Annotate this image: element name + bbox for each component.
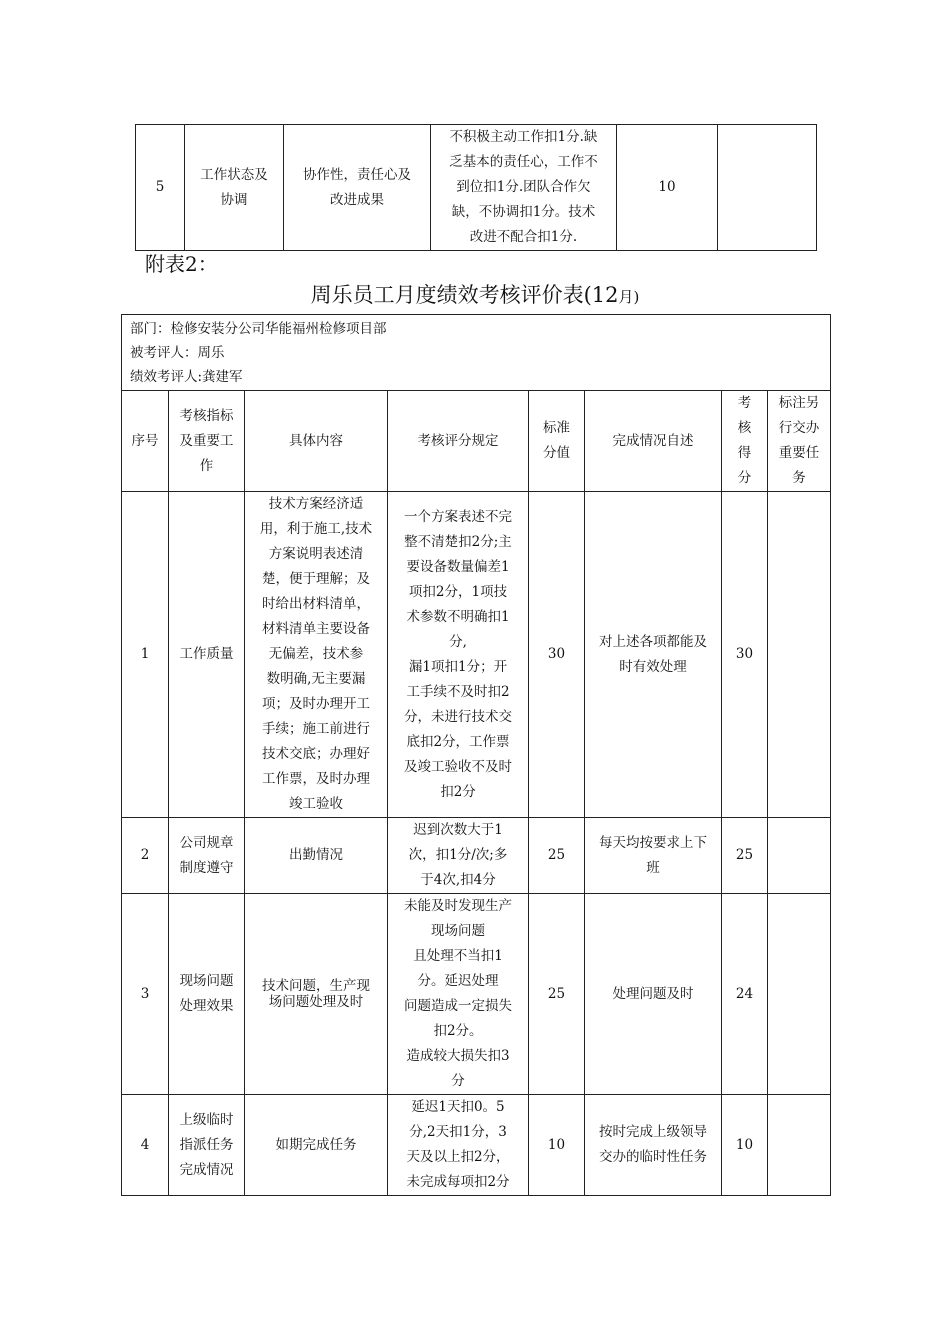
title-month: 月)	[618, 288, 640, 306]
text-line: 每天均按要求上下	[599, 834, 707, 851]
note-cell	[768, 492, 831, 818]
indicator-cell	[169, 1095, 245, 1196]
assessee-line: 被考评人：周乐	[130, 344, 225, 361]
text-line: 用，利于施工,技术	[259, 521, 373, 537]
text-line: 工手续不及时扣2	[406, 683, 510, 700]
text-line: 问题造成一定损失	[404, 998, 512, 1014]
title-main: 周乐员工月度绩效考核评价表(12	[310, 283, 619, 307]
text-line: 且处理不当扣1	[413, 948, 503, 964]
text-line: 未完成每项扣2分	[406, 1174, 510, 1190]
text-line: 分,	[449, 633, 467, 650]
text-line: 制度遵守	[179, 859, 234, 876]
text-line: 考	[737, 395, 752, 411]
assessor-line: 绩效考评人:龚建军	[130, 368, 243, 385]
text-line: 缺，不协调扣1分。技术	[451, 204, 596, 220]
header-row	[122, 391, 831, 492]
text-line: 未能及时发现生产	[404, 898, 512, 914]
text-line: 乏基本的责任心，工作不	[449, 154, 598, 170]
text-line: 不积极主动工作扣1分.缺	[449, 129, 598, 145]
row-number: 4	[122, 1095, 169, 1196]
text-line: 协调	[220, 191, 248, 208]
table-row-5	[136, 125, 817, 251]
note-cell	[768, 894, 831, 1095]
text-line: 于4次,扣4分	[420, 872, 496, 888]
empty-cell	[718, 125, 817, 251]
row-number: 1	[122, 492, 169, 818]
text-line: 数明确,无主要漏	[266, 671, 366, 687]
content-cell	[245, 492, 388, 818]
text-line: 到位扣1分.团队合作欠	[456, 179, 591, 195]
indicator-cell	[169, 894, 245, 1095]
text-line: 如期完成任务	[275, 1136, 357, 1153]
content-cell	[284, 125, 431, 251]
text-line: 分	[451, 1073, 465, 1089]
standard-score: 30	[529, 492, 585, 818]
text-line: 班	[646, 859, 660, 876]
header-rule: 考核评分规定	[388, 391, 529, 492]
self-report-cell	[585, 818, 722, 894]
text-line: 协作性，责任心及	[303, 166, 411, 183]
text-line: 作	[199, 457, 214, 474]
score-cell: 10	[617, 125, 718, 251]
content-cell	[245, 818, 388, 894]
text-line: 延迟1天扣0。5	[411, 1099, 505, 1115]
text-line: 分值	[543, 445, 570, 461]
table-row	[122, 1095, 831, 1196]
text-line: 时给出材料清单，	[262, 596, 370, 612]
text-line: 场问题处理及时	[268, 994, 364, 1010]
text-line: 底扣2分，工作票	[406, 733, 510, 750]
self-report-cell	[585, 492, 722, 818]
text-line: 工作票，及时办理	[262, 771, 370, 787]
text-line: 术参数不明确扣1	[406, 608, 510, 625]
assessed-score: 25	[722, 818, 768, 894]
text-line: 迟到次数大于1	[413, 822, 503, 838]
text-line: 漏1项扣1分；开	[408, 658, 508, 675]
content-cell	[245, 1095, 388, 1196]
row-number: 2	[122, 818, 169, 894]
standard-score: 10	[529, 1095, 585, 1196]
text-line: 分	[737, 470, 752, 486]
text-line: 天及以上扣2分，	[406, 1149, 510, 1165]
text-line: 次，扣1分/次;多	[408, 847, 508, 863]
header-note	[768, 391, 831, 492]
indicator-cell	[185, 125, 284, 251]
text-line: 扣2分。	[433, 1023, 483, 1039]
text-line: 务	[792, 470, 806, 486]
text-line: 无偏差，技术参	[268, 646, 364, 662]
text-line: 处理效果	[179, 998, 234, 1014]
text-line: 造成较大损失扣3	[406, 1048, 510, 1064]
text-line: 指派任务	[179, 1136, 234, 1153]
text-line: 公司规章	[179, 834, 234, 851]
text-line: 改进成果	[330, 191, 384, 208]
header-standard	[529, 391, 585, 492]
row-number: 3	[122, 894, 169, 1095]
text-line: 项；及时办理开工	[262, 696, 370, 712]
text-line: 改进不配合扣1分.	[469, 229, 578, 245]
text-line: 按时完成上级领导	[599, 1124, 707, 1140]
text-line: 标注另	[778, 395, 820, 411]
text-line: 分,2天扣1分，3	[409, 1124, 507, 1140]
assessed-score: 24	[722, 894, 768, 1095]
standard-score: 25	[529, 818, 585, 894]
text-line: 技术交底；办理好	[262, 746, 370, 762]
header-score	[722, 391, 768, 492]
text-line: 扣2分	[440, 783, 476, 800]
text-line: 及重要工	[179, 432, 234, 449]
text-line: 上级临时	[179, 1111, 234, 1128]
note-cell	[768, 818, 831, 894]
rule-cell	[388, 1095, 529, 1196]
department-line: 部门：检修安装分公司华能福州检修项目部	[130, 320, 387, 337]
header-content: 具体内容	[245, 391, 388, 492]
text-line: 处理问题及时	[612, 985, 694, 1002]
rule-cell	[388, 894, 529, 1095]
table-row	[122, 492, 831, 818]
assessed-score: 30	[722, 492, 768, 818]
text-line: 方案说明表述清	[268, 546, 364, 562]
text-line: 现场问题	[179, 973, 234, 989]
previous-table-fragment	[135, 124, 817, 251]
page-title	[0, 280, 950, 312]
assessed-score: 10	[722, 1095, 768, 1196]
rule-cell	[431, 125, 617, 251]
header-no: 序号	[122, 391, 169, 492]
text-line: 项扣2分，1项技	[408, 583, 508, 600]
indicator-cell	[169, 492, 245, 818]
text-line: 得	[737, 445, 752, 461]
appendix-label: 附表2：	[145, 252, 218, 276]
header-self-report: 完成情况自述	[585, 391, 722, 492]
text-line: 一个方案表述不完	[404, 508, 512, 525]
text-line: 分。延迟处理	[417, 973, 499, 989]
text-line: 及竣工验收不及时	[404, 758, 512, 775]
text-line: 整不清楚扣2分;主	[404, 533, 512, 550]
text-line: 工作状态及	[200, 166, 268, 183]
text-line: 技术方案经济适	[268, 496, 364, 512]
rule-cell	[388, 492, 529, 818]
text-line: 交办的临时性任务	[599, 1149, 707, 1165]
text-line: 标准	[543, 420, 570, 436]
text-line: 材料清单主要设备	[262, 621, 370, 637]
text-line: 出勤情况	[289, 847, 343, 863]
rule-cell	[388, 818, 529, 894]
text-line: 楚，便于理解；及	[262, 571, 370, 587]
text-line: 核	[737, 420, 752, 436]
self-report-cell	[585, 1095, 722, 1196]
table-row	[122, 894, 831, 1095]
header-indicator	[169, 391, 245, 492]
note-cell	[768, 1095, 831, 1196]
text-line: 手续；施工前进行	[262, 721, 370, 737]
indicator-cell	[169, 818, 245, 894]
text-line: 行交办	[778, 420, 820, 436]
content-cell	[245, 894, 388, 1095]
text-line: 对上述各项都能及	[599, 633, 707, 650]
text-line: 分，未进行技术交	[404, 708, 512, 725]
text-line: 重要任	[778, 445, 820, 461]
self-report-cell	[585, 894, 722, 1095]
evaluation-table	[121, 314, 831, 1196]
info-row	[122, 315, 831, 391]
text-line: 完成情况	[179, 1161, 234, 1178]
text-line: 竣工验收	[289, 796, 343, 812]
text-line: 技术问题，生产现	[262, 978, 370, 994]
text-line: 工作质量	[179, 646, 234, 662]
text-line: 时有效处理	[619, 658, 687, 675]
table-row	[122, 818, 831, 894]
info-cell	[122, 315, 831, 391]
text-line: 考核指标	[179, 407, 234, 424]
text-line: 现场问题	[431, 923, 485, 939]
standard-score: 25	[529, 894, 585, 1095]
row-number: 5	[136, 125, 185, 251]
text-line: 要设备数量偏差1	[406, 558, 510, 575]
